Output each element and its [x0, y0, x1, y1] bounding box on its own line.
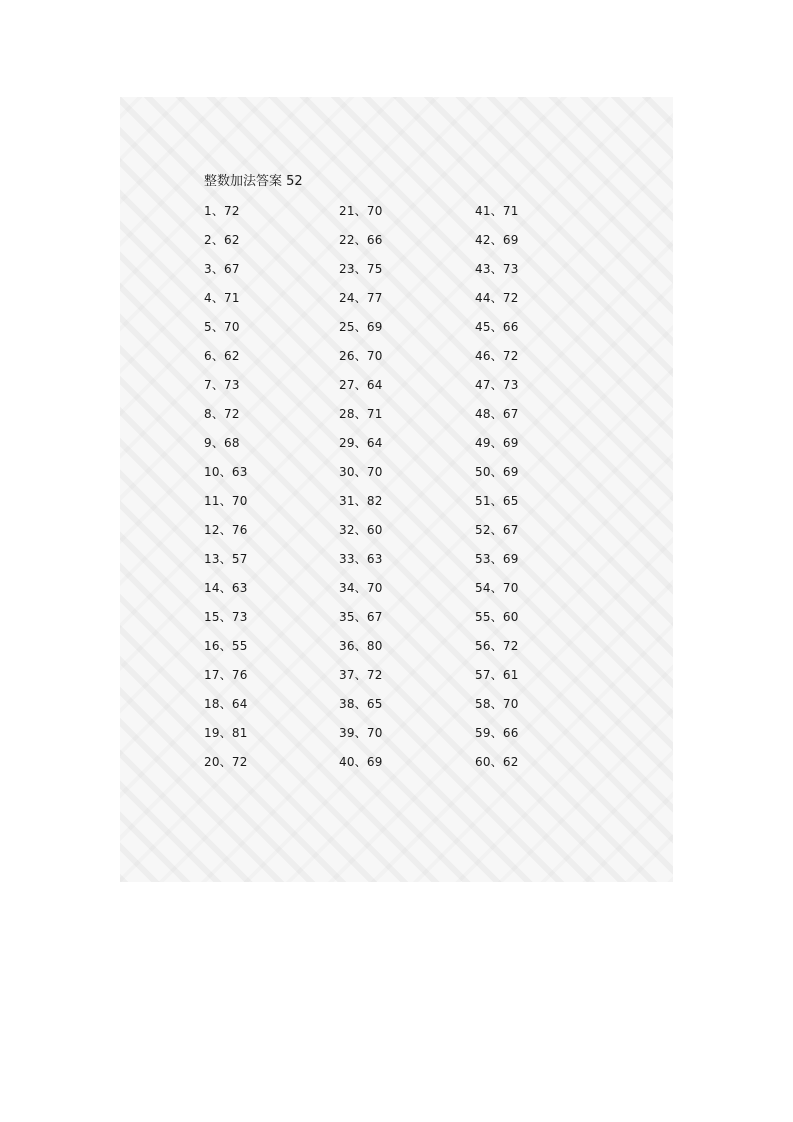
page-title: 整数加法答案 52	[204, 174, 303, 189]
answer-item: 39、70	[339, 726, 383, 740]
answer-item: 6、62	[204, 349, 240, 363]
answer-item: 7、73	[204, 378, 240, 392]
answer-item: 2、62	[204, 233, 240, 247]
answer-item: 17、76	[204, 668, 248, 682]
answer-item: 46、72	[475, 349, 519, 363]
answer-item: 54、70	[475, 581, 519, 595]
answer-item: 1、72	[204, 204, 240, 218]
answer-item: 33、63	[339, 552, 383, 566]
answer-item: 34、70	[339, 581, 383, 595]
answer-item: 52、67	[475, 523, 519, 537]
answer-item: 56、72	[475, 639, 519, 653]
answer-item: 50、69	[475, 465, 519, 479]
answer-item: 15、73	[204, 610, 248, 624]
answer-item: 12、76	[204, 523, 248, 537]
answer-column-3	[475, 201, 585, 781]
answer-item: 38、65	[339, 697, 383, 711]
answer-column-2	[339, 201, 449, 781]
answer-item: 40、69	[339, 755, 383, 769]
answer-item: 10、63	[204, 465, 248, 479]
answer-column-1	[204, 201, 314, 781]
answer-item: 5、70	[204, 320, 240, 334]
answer-item: 3、67	[204, 262, 240, 276]
answer-item: 18、64	[204, 697, 248, 711]
answer-item: 23、75	[339, 262, 383, 276]
answer-item: 19、81	[204, 726, 248, 740]
answer-item: 11、70	[204, 494, 248, 508]
answer-item: 55、60	[475, 610, 519, 624]
answer-item: 8、72	[204, 407, 240, 421]
answer-item: 26、70	[339, 349, 383, 363]
answer-item: 13、57	[204, 552, 248, 566]
answer-item: 25、69	[339, 320, 383, 334]
answer-item: 36、80	[339, 639, 383, 653]
answer-item: 27、64	[339, 378, 383, 392]
answer-item: 43、73	[475, 262, 519, 276]
answer-item: 35、67	[339, 610, 383, 624]
answer-item: 30、70	[339, 465, 383, 479]
answer-item: 4、71	[204, 291, 240, 305]
answer-item: 29、64	[339, 436, 383, 450]
answer-item: 16、55	[204, 639, 248, 653]
answer-item: 45、66	[475, 320, 519, 334]
answer-item: 47、73	[475, 378, 519, 392]
answer-item: 51、65	[475, 494, 519, 508]
answer-item: 20、72	[204, 755, 248, 769]
answer-item: 48、67	[475, 407, 519, 421]
answer-item: 22、66	[339, 233, 383, 247]
answer-item: 24、77	[339, 291, 383, 305]
answer-item: 21、70	[339, 204, 383, 218]
answer-item: 31、82	[339, 494, 383, 508]
answer-item: 60、62	[475, 755, 519, 769]
answer-item: 58、70	[475, 697, 519, 711]
answer-item: 28、71	[339, 407, 383, 421]
answer-item: 41、71	[475, 204, 519, 218]
answer-item: 42、69	[475, 233, 519, 247]
answer-item: 59、66	[475, 726, 519, 740]
answer-item: 57、61	[475, 668, 519, 682]
answer-item: 14、63	[204, 581, 248, 595]
answer-item: 9、68	[204, 436, 240, 450]
answer-item: 32、60	[339, 523, 383, 537]
answer-item: 37、72	[339, 668, 383, 682]
answer-item: 53、69	[475, 552, 519, 566]
answer-item: 49、69	[475, 436, 519, 450]
answer-item: 44、72	[475, 291, 519, 305]
